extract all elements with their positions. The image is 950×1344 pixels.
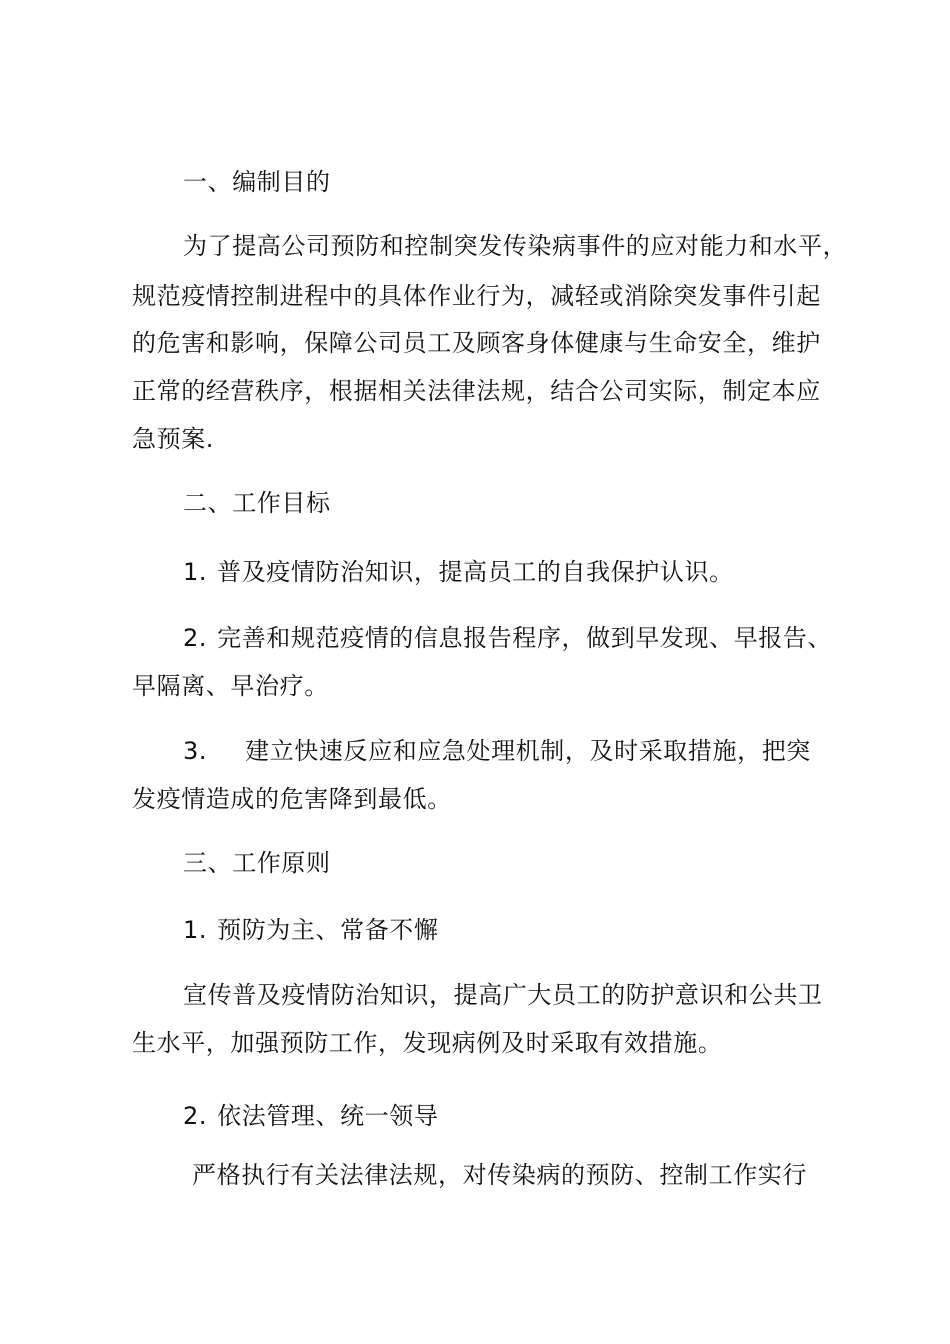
list-item-number: 3. xyxy=(183,737,208,765)
paragraph-line: 的危害和影响，保障公司员工及顾客身体健康与生命安全，维护 xyxy=(132,329,821,357)
list-item-text: 建立快速反应和应急处理机制，及时采取措施，把突 xyxy=(245,737,811,765)
paragraph-line: 生水平，加强预防工作，发现病例及时采取有效措施。 xyxy=(132,1029,723,1057)
paragraph-line: 急预案. xyxy=(132,425,215,453)
paragraph-line: 规范疫情控制进程中的具体作业行为，减轻或消除突发事件引起 xyxy=(132,282,821,310)
list-item-continuation: 发疫情造成的危害降到最低。 xyxy=(132,785,452,813)
principle-title xyxy=(183,915,903,945)
principle-title-text: 预防为主、常备不懈 xyxy=(217,916,439,944)
section-3-heading: 三、工作原则 xyxy=(183,849,331,877)
list-item-text: 普及疫情防治知识，提高员工的自我保护认识。 xyxy=(217,558,734,586)
list-item-number: 2. xyxy=(183,624,208,652)
list-item xyxy=(183,736,903,766)
paragraph-line: 正常的经营秩序，根据相关法律法规，结合公司实际，制定本应 xyxy=(132,377,821,405)
list-item-text: 完善和规范疫情的信息报告程序，做到早发现、早报告、 xyxy=(217,624,833,652)
section-2-heading: 二、工作目标 xyxy=(183,489,331,517)
section-1-heading: 一、编制目的 xyxy=(183,168,331,196)
list-item-number: 1. xyxy=(183,558,208,586)
list-item xyxy=(183,623,903,653)
principle-title-text: 依法管理、统一领导 xyxy=(217,1102,439,1130)
list-item-continuation: 早隔离、早治疗。 xyxy=(132,672,329,700)
list-item-number: 1. xyxy=(183,916,208,944)
list-item-number: 2. xyxy=(183,1102,208,1130)
paragraph-line: 宣传普及疫情防治知识，提高广大员工的防护意识和公共卫 xyxy=(183,981,823,1009)
principle-title xyxy=(183,1101,903,1131)
list-item xyxy=(183,557,903,587)
paragraph-line: 为了提高公司预防和控制突发传染病事件的应对能力和水平， xyxy=(183,232,848,260)
paragraph-line: 严格执行有关法律法规，对传染病的预防、控制工作实行 xyxy=(192,1161,807,1189)
